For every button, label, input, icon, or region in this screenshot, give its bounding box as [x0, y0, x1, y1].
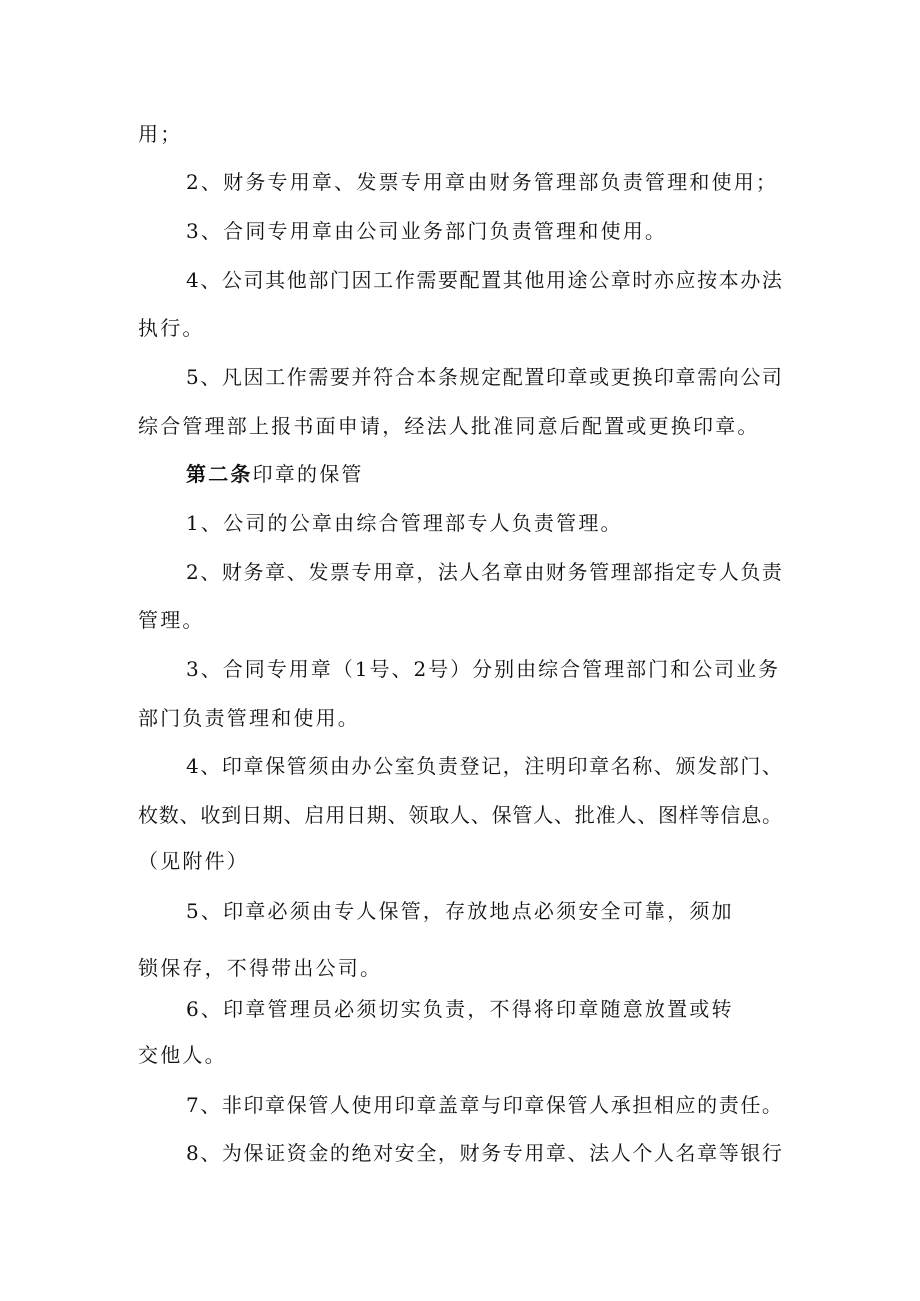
- article-title: 印章的保管: [252, 462, 364, 486]
- text-line: （见附件）: [138, 849, 249, 873]
- text-line: 8、为保证资金的绝对安全，财务专用章、法人个人名章等银行: [186, 1141, 784, 1165]
- text-line: 5、印章必须由专人保管，存放地点必须安全可靠，须加: [186, 899, 734, 923]
- section-heading: [186, 461, 364, 487]
- text-line: 3、合同专用章由公司业务部门负责管理和使用。: [186, 219, 668, 243]
- text-line: 3、合同专用章（1号、2号）分别由综合管理部门和公司业务: [186, 657, 781, 681]
- article-number: 第二条: [186, 462, 253, 486]
- text-line: 5、凡因工作需要并符合本条规定配置印章或更换印章需向公司: [186, 365, 784, 389]
- text-line: 1、公司的公章由综合管理部专人负责管理。: [186, 511, 623, 535]
- text-line: 用；: [138, 122, 183, 146]
- text-line: 执行。: [138, 316, 205, 340]
- text-line: 7、非印章保管人使用印章盖章与印章保管人承担相应的责任。: [186, 1093, 784, 1117]
- text-line: 部门负责管理和使用。: [138, 706, 360, 730]
- text-line: 6、印章管理员必须切实负责，不得将印章随意放置或转: [186, 997, 734, 1021]
- text-line: 锁保存，不得带出公司。: [138, 956, 383, 980]
- text-line: 综合管理部上报书面申请，经法人批准同意后配置或更换印章。: [138, 414, 760, 438]
- text-line: 交他人。: [138, 1043, 227, 1067]
- text-line: 管理。: [138, 608, 205, 632]
- text-line: 2、财务专用章、发票专用章由财务管理部负责管理和使用；: [186, 170, 779, 194]
- text-line: 4、印章保管须由办公室负责登记，注明印章名称、颁发部门、: [186, 754, 784, 778]
- text-line: 2、财务章、发票专用章，法人名章由财务管理部指定专人负责: [186, 560, 784, 584]
- text-line: 4、公司其他部门因工作需要配置其他用途公章时亦应按本办法: [186, 268, 784, 292]
- text-line: 枚数、收到日期、启用日期、领取人、保管人、批准人、图样等信息。: [138, 803, 783, 827]
